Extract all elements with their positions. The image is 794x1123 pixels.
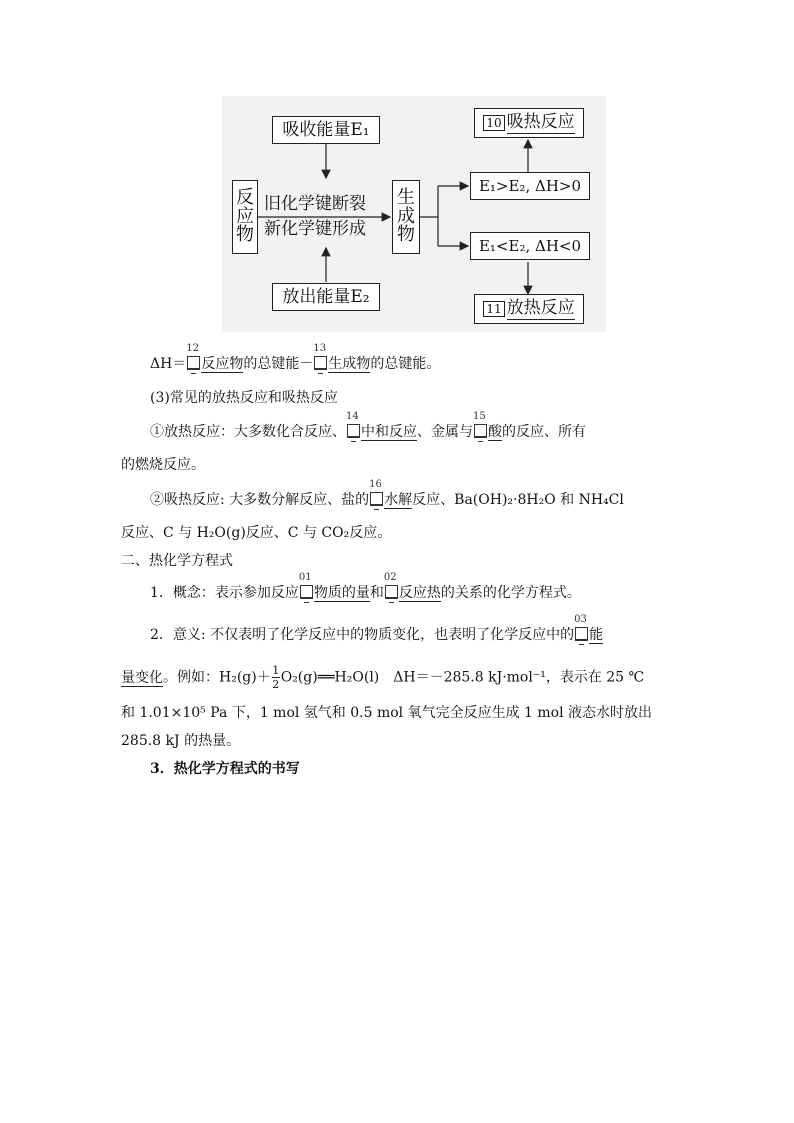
answer-mark-icon: 02 (385, 585, 398, 599)
answer-mark-icon: 03 (575, 627, 588, 641)
endothermic-condition-box: E₁>E₂, ΔH>0 (470, 172, 590, 200)
exothermic-line: ①放热反应：大多数化合反应、 14 中和反应、金属与 15 酸的反应、所有 (150, 411, 586, 440)
energy-diagram (222, 96, 606, 332)
delta-h-line: ΔH＝ 12 反应物的总键能－ 13 生成物的总键能。 (150, 343, 441, 372)
product-box: 生 成 物 (392, 180, 420, 254)
answer-number: 11 (483, 301, 504, 317)
section-heading-3: (3)常见的放热反应和吸热反应 (150, 390, 338, 406)
endothermic-line-cont: 反应、C 与 H₂O(g)反应、C 与 CO₂反应。 (121, 525, 392, 541)
section-heading-thermo: 二、热化学方程式 (121, 553, 233, 569)
answer-mark-icon: 13 (314, 356, 327, 370)
bond-breaking-label: 旧化学键断裂 (264, 194, 366, 214)
endothermic-line: ②吸热反应: 大多数分解反应、盐的 16 水解反应、Ba(OH)₂·8H₂O 和 NH₄Cl (150, 479, 624, 508)
absorb-energy-box: 吸收能量E₁ (272, 116, 380, 144)
exothermic-reaction-box: 11 放热反应 (474, 294, 584, 324)
release-energy-box: 放出能量E₂ (272, 283, 380, 311)
answer-mark-icon: 14 (347, 424, 360, 438)
exothermic-line-cont: 的燃烧反应。 (121, 457, 205, 473)
endothermic-reaction-box: 10 吸热反应 (474, 108, 584, 138)
meaning-explain-line-cont: 285.8 kJ 的热量。 (121, 733, 241, 749)
answer-mark-icon: 01 (300, 585, 313, 599)
reactant-box: 反 应 物 (232, 180, 258, 254)
bond-forming-label: 新化学键形成 (264, 219, 366, 239)
exothermic-condition-box: E₁<E₂, ΔH<0 (470, 232, 590, 260)
answer-mark-icon: 15 (474, 424, 487, 438)
meaning-line: 2．意义: 不仅表明了化学反应中的物质变化，也表明了化学反应中的 03 能 (150, 614, 604, 643)
answer-number: 10 (483, 115, 504, 131)
fraction: $\frac{1}{2}$ (272, 664, 280, 691)
meaning-explain-line: 和 1.01×10⁵ Pa 下，1 mol 氢气和 0.5 mol 氧气完全反应生成 1 mol 液态水时放出 (121, 705, 653, 721)
meaning-example-line: 量变化。例如：H₂(g)＋ $\frac{1}{2}$ O₂(g)══H₂O(l) ΔH＝－285.8 kJ·mol⁻¹，表示在 25 ℃ (121, 664, 645, 691)
answer-mark-icon: 12 (187, 356, 200, 370)
concept-line: 1．概念：表示参加反应 01 物质的量和 02 反应热的关系的化学方程式。 (150, 572, 581, 601)
writing-heading: 3．热化学方程式的书写 (150, 761, 300, 777)
answer-mark-icon: 16 (370, 492, 383, 506)
